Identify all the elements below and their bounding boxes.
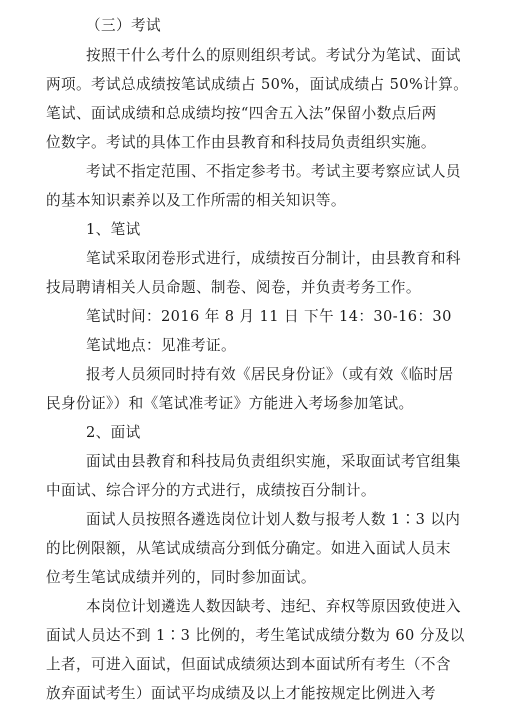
paragraph-line: 面试由县教育和科技局负责组织实施，采取面试考官组集	[86, 453, 461, 470]
paragraph-line: 的比例限额，从笔试成绩高分到低分确定。如进入面试人员末	[46, 540, 451, 557]
paragraph-line: 笔试采取闭卷形式进行，成绩按百分制计，由县教育和科	[86, 250, 461, 267]
written-test-time: 笔试时间：2016 年 8 月 11 日 下午 14：30-16：30	[86, 308, 452, 325]
paragraph-line: 民身份证》）和《笔试准考证》方能进入考场参加笔试。	[46, 395, 414, 412]
paragraph-line: 面试人员达不到 1∶3 比例的，考生笔试成绩分数为 60 分及以	[46, 627, 465, 644]
paragraph-line: 本岗位计划遴选人数因缺考、违纪、弃权等原因致使进入	[86, 598, 461, 615]
paragraph-line: 放弃面试考生）面试平均成绩及以上才能按规定比例进入考	[46, 685, 436, 702]
paragraph-line: 面试人员按照各遴选岗位计划人数与报考人数 1∶3 以内	[86, 511, 461, 528]
paragraph-line: 中面试、综合评分的方式进行，成绩按百分制计。	[46, 482, 376, 499]
paragraph-line: 两项。考试总成绩按笔试成绩占 50%，面试成绩占 50%计算。	[46, 76, 469, 93]
paragraph-line: 位考生笔试成绩并列的，同时参加面试。	[46, 569, 316, 586]
written-test-location: 笔试地点：见准考证。	[86, 337, 236, 354]
subheading-interview: 2、面试	[86, 424, 141, 441]
paragraph-line: 的基本知识素养以及工作所需的相关知识等。	[46, 192, 346, 209]
paragraph-line: 考试不指定范围、不指定参考书。考试主要考察应试人员	[86, 163, 461, 180]
paragraph-line: 位数字。考试的具体工作由县教育和科技局负责组织实施。	[46, 134, 436, 151]
paragraph-line: 上者，可进入面试，但面试成绩须达到本面试所有考生（不含	[46, 656, 451, 673]
paragraph-line: 报考人员须同时持有效《居民身份证》（或有效《临时居	[86, 366, 454, 383]
paragraph-line: 按照干什么考什么的原则组织考试。考试分为笔试、面试	[86, 47, 461, 64]
paragraph-line: 笔试、面试成绩和总成绩均按“四舍五入法”保留小数点后两	[46, 105, 437, 122]
subheading-written-test: 1、笔试	[86, 221, 141, 238]
paragraph-line: 技局聘请相关人员命题、制卷、阅卷，并负责考务工作。	[46, 279, 421, 296]
section-heading-exam: （三）考试	[86, 17, 161, 34]
